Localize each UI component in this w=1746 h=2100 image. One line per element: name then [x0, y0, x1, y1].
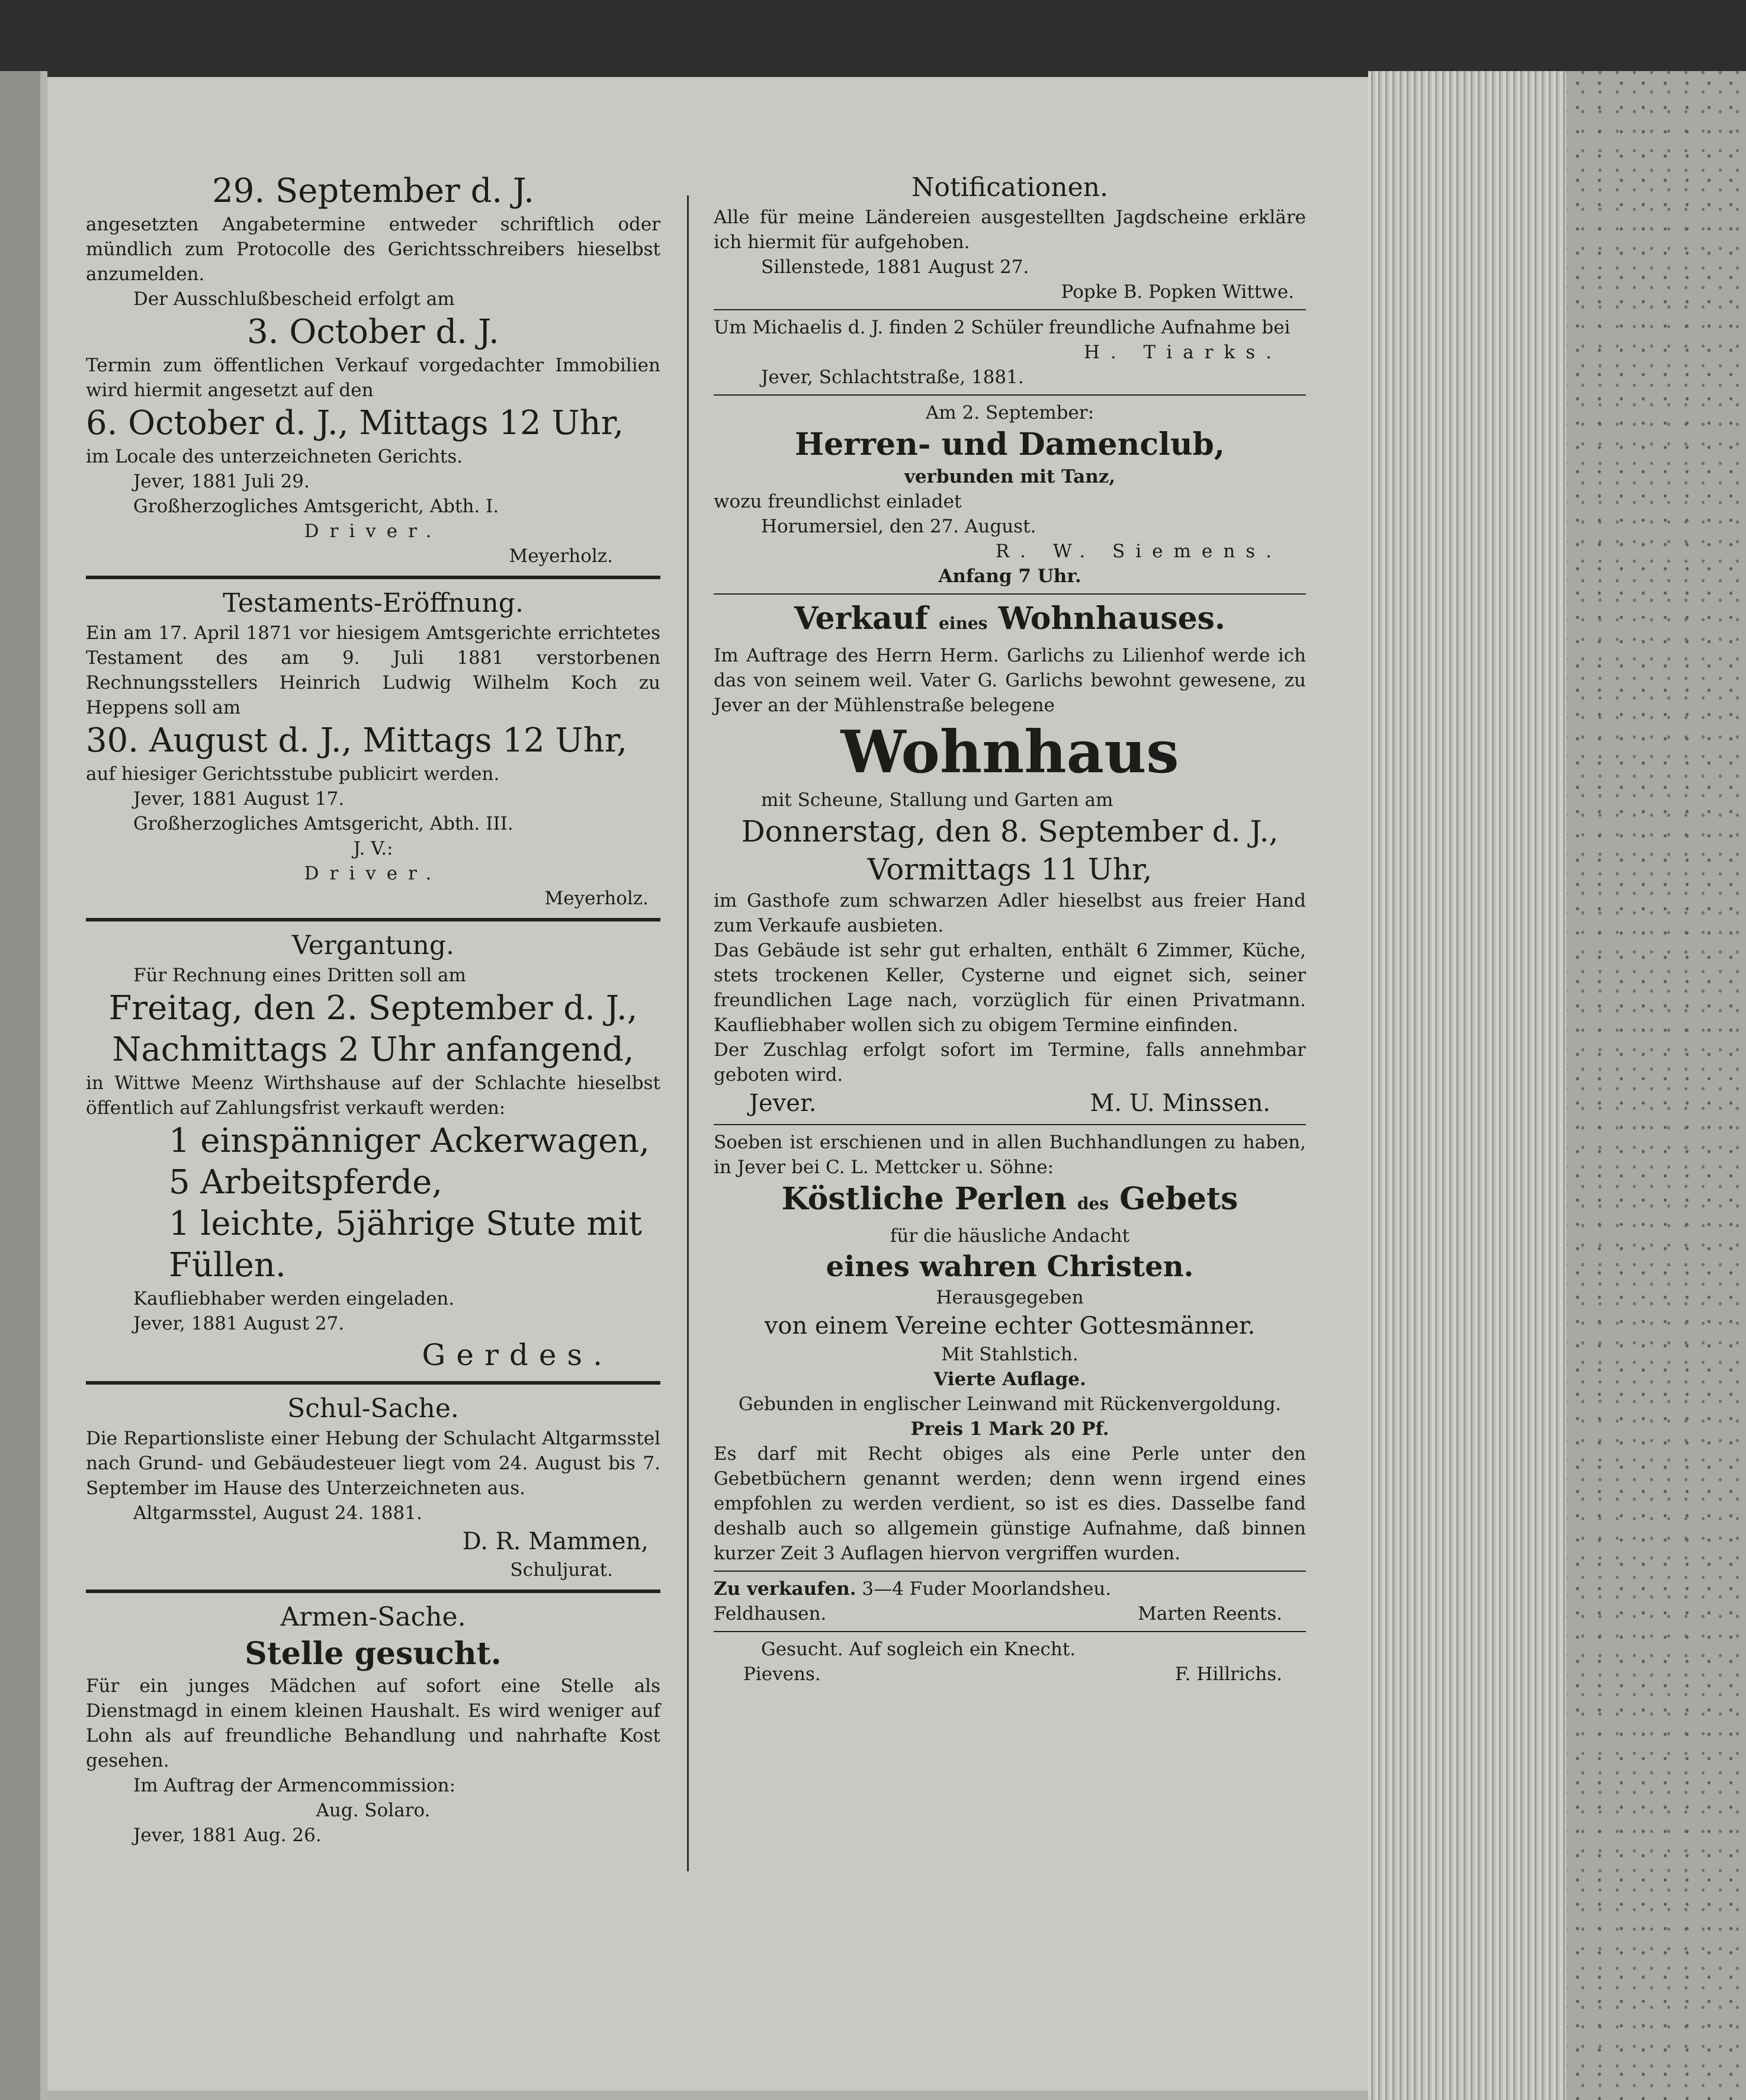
- notice-time: Vormittags 11 Uhr,: [867, 852, 1153, 887]
- section-title: Notificationen.: [911, 172, 1108, 203]
- notice-sign: M. U. Minssen.: [1090, 1090, 1270, 1117]
- notice-line: Für Rechnung eines Dritten soll am: [133, 965, 466, 986]
- section-title: Schul-Sache.: [287, 1393, 459, 1424]
- notice-date: Am 2. September:: [925, 402, 1095, 423]
- notice-clerk: Meyerholz.: [544, 888, 649, 909]
- sale-item: 1 einspänniger Ackerwagen,: [169, 1122, 650, 1160]
- notice-sub: verbunden mit Tanz,: [904, 466, 1116, 487]
- notice-auction-court: [86, 171, 660, 569]
- notice-body: Es darf mit Recht obiges als eine Perle unter den Gebetbüchern genannt werden; denn wenn irgend eines empfohlen zu werden verdient, so ist es dies. Dasselbe fand deshalb auch so allgemein günstige Aufnahme, daß binnen kurzer Zeit 3 Auflagen hiervon vergriffen wurden.: [714, 1443, 1306, 1564]
- book-subtitle: Herausgegeben: [936, 1287, 1084, 1308]
- notice-line: [714, 1576, 1306, 1601]
- notice-judge: Driver.: [304, 863, 442, 884]
- notice-court: Großherzogliches Amtsgericht, Abth. I.: [133, 496, 499, 517]
- notice-verkauf: [714, 599, 1306, 1119]
- book-binding: Gebunden in englischer Leinwand mit Rückenvergoldung.: [738, 1393, 1282, 1415]
- notice-dateline: Horumersiel, den 27. August.: [761, 516, 1036, 537]
- notice-club: [714, 400, 1306, 589]
- right-column: [714, 171, 1306, 1687]
- book-subtitle: für die häusliche Andacht: [890, 1225, 1130, 1247]
- notice-sale: [714, 1576, 1306, 1626]
- notice-clerk: Meyerholz.: [509, 545, 613, 567]
- notice-date: 30. August d. J., Mittags 12 Uhr,: [86, 721, 628, 760]
- headline-part: Köstliche Perlen: [781, 1181, 1067, 1217]
- notice-sign: R. W. Siemens.: [995, 541, 1282, 562]
- notice-label: Zu verkaufen.: [714, 1578, 856, 1600]
- notice-wanted: [714, 1637, 1306, 1687]
- notice-time: Nachmittags 2 Uhr anfangend,: [112, 1030, 634, 1069]
- section-title: Vergantung.: [291, 930, 455, 961]
- notice-notificationen: [714, 171, 1306, 304]
- notice-signoff: [714, 1601, 1306, 1626]
- headline-part: eines: [939, 614, 988, 633]
- notice-item: Auf sogleich ein Knecht.: [849, 1639, 1076, 1660]
- book-subtitle: Vierte Auflage.: [933, 1369, 1086, 1390]
- section-rule: [714, 1571, 1306, 1572]
- notice-body: Der Zuschlag erfolgt sofort im Termine, falls annehmbar geboten wird.: [714, 1039, 1306, 1086]
- headline-part: Verkauf: [794, 601, 928, 637]
- notice-body: in Wittwe Meenz Wirthshause auf der Schlachte hieselbst öffentlich auf Zahlungsfrist verkauft werden:: [86, 1073, 660, 1119]
- notice-headline: [714, 599, 1306, 643]
- section-rule: [86, 918, 660, 921]
- book-page-edges: [1368, 71, 1567, 2100]
- column-divider: [687, 195, 689, 1871]
- notice-testament: [86, 586, 660, 911]
- notice-body: angesetzten Angabetermine entweder schriftlich oder mündlich zum Protocolle des Gerichtsschreibers hieselbst anzumelden.: [86, 214, 660, 285]
- section-rule: [86, 1381, 660, 1385]
- notice-headline: Herren- und Damenclub,: [794, 426, 1225, 463]
- previous-page-edge: [0, 71, 47, 2100]
- section-rule: [714, 309, 1306, 310]
- notice-place: Jever, Schlachtstraße, 1881.: [761, 367, 1024, 388]
- notice-line: mit Scheune, Stallung und Garten am: [761, 789, 1113, 811]
- notice-line: [714, 1637, 1306, 1662]
- notice-invite: Kaufliebhaber werden eingeladen.: [133, 1288, 455, 1309]
- notice-court: Großherzogliches Amtsgericht, Abth. III.: [133, 813, 513, 834]
- notice-body: Um Michaelis d. J. finden 2 Schüler freundliche Aufnahme bei: [714, 317, 1291, 338]
- section-rule: [714, 1631, 1306, 1632]
- notice-sign: H. Tiarks.: [1083, 342, 1282, 363]
- notice-headline: [714, 1180, 1306, 1224]
- notice-place: Pievens.: [743, 1664, 821, 1685]
- section-rule: [714, 394, 1306, 396]
- notice-sign: D. R. Mammen,: [462, 1528, 649, 1555]
- notice-dateline: Sillenstede, 1881 August 27.: [761, 256, 1029, 278]
- notice-sign: Aug. Solaro.: [316, 1800, 431, 1821]
- notice-schul: [86, 1392, 660, 1582]
- sale-item: 1 leichte, 5jährige Stute mit: [169, 1205, 642, 1243]
- section-title: Armen-Sache.: [280, 1602, 466, 1632]
- notice-item: 3—4 Fuder Moorlandsheu.: [862, 1578, 1112, 1600]
- notice-place: auf hiesiger Gerichtsstube publicirt werden.: [86, 763, 500, 785]
- notice-line: Im Auftrag der Armencommission:: [133, 1775, 456, 1796]
- notice-place: Feldhausen.: [714, 1603, 827, 1624]
- notice-sign: Popke B. Popken Wittwe.: [1061, 281, 1294, 303]
- page-bottom-edge: [47, 2091, 1368, 2100]
- notice-sign: Marten Reents.: [1138, 1603, 1282, 1624]
- notice-body: Das Gebäude ist sehr gut erhalten, enthält 6 Zimmer, Küche, stets trockenen Keller, Cysterne und eignet sich, seiner freundlichen Lage nach, vorzüglich für einen Privatmann. Kaufliebhaber wollen sich zu obigem Termine einfinden.: [714, 940, 1306, 1036]
- notice-vergantung: [86, 929, 660, 1374]
- notice-line: Der Ausschlußbescheid erfolgt am: [133, 288, 455, 310]
- headline-part: Wohnhauses.: [998, 601, 1226, 637]
- sale-item: 5 Arbeitspferde,: [169, 1163, 443, 1202]
- book-cover-board: [1567, 71, 1746, 2100]
- section-rule: [714, 593, 1306, 595]
- notice-place: im Locale des unterzeichneten Gerichts.: [86, 446, 463, 467]
- section-rule: [86, 1590, 660, 1593]
- notice-label: Gesucht.: [761, 1639, 843, 1660]
- notice-body: Termin zum öffentlichen Verkauf vorgedachter Immobilien wird hiermit angesetzt auf den: [86, 355, 660, 401]
- notice-date: Donnerstag, den 8. September d. J.,: [741, 814, 1279, 849]
- book-price: Preis 1 Mark 20 Pf.: [910, 1418, 1109, 1440]
- book-subtitle: Mit Stahlstich.: [941, 1344, 1079, 1365]
- notice-dateline: Jever, 1881 Aug. 26.: [133, 1825, 322, 1846]
- notice-dateline: Altgarmsstel, August 24. 1881.: [133, 1502, 422, 1524]
- notice-role: Schuljurat.: [510, 1559, 613, 1581]
- notice-book: [714, 1130, 1306, 1566]
- sale-item: Füllen.: [169, 1246, 286, 1285]
- book-subtitle: von einem Vereine echter Gottesmänner.: [764, 1312, 1256, 1340]
- notice-dateline: Jever, 1881 August 17.: [133, 788, 345, 810]
- notice-dateline: Jever, 1881 August 27.: [133, 1313, 345, 1334]
- notice-body: im Gasthofe zum schwarzen Adler hieselbst aus freier Hand zum Verkaufe ausbieten.: [714, 890, 1306, 936]
- notice-dateline: Jever, 1881 Juli 29.: [133, 471, 310, 492]
- notice-body: Für ein junges Mädchen auf sofort eine Stelle als Dienstmagd in einem kleinen Haushalt. Es wird weniger auf Lohn als auf freundliche Behandlung und nahrhafte Kost gesehen.: [86, 1675, 660, 1771]
- notice-body: Alle für meine Ländereien ausgestellten Jagdscheine erkläre ich hiermit für aufgehoben.: [714, 207, 1306, 253]
- notice-date: Freitag, den 2. September d. J.,: [108, 989, 638, 1027]
- notice-start: Anfang 7 Uhr.: [938, 566, 1081, 587]
- headline-part: des: [1077, 1194, 1109, 1213]
- notice-date: 6. October d. J., Mittags 12 Uhr,: [86, 404, 624, 442]
- notice-signoff: [714, 1662, 1306, 1687]
- notice-body: Ein am 17. April 1871 vor hiesigem Amtsgerichte errichtetes Testament des am 9. Juli 1881 verstorbenen Rechnungsstellers Heinrich Ludwig Wilhelm Koch zu Heppens soll am: [86, 622, 660, 718]
- notice-body: Soeben ist erschienen und in allen Buchhandlungen zu haben, in Jever bei C. L. Mettcker u. Söhne:: [714, 1132, 1306, 1178]
- notice-judge: Driver.: [304, 521, 442, 542]
- notice-body: Die Repartionsliste einer Hebung der Schulacht Altgarmsstel nach Grund- und Gebäudesteuer liegt vom 24. August bis 7. September im Hause des Unterzeichneten aus.: [86, 1428, 660, 1499]
- notice-sign: Gerdes.: [422, 1338, 613, 1372]
- notice-date: 29. September d. J.: [212, 172, 534, 210]
- notice-signoff: [714, 1087, 1306, 1119]
- section-rule: [86, 576, 660, 579]
- notice-sign: F. Hillrichs.: [1175, 1664, 1282, 1685]
- book-subtitle: eines wahren Christen.: [826, 1250, 1194, 1283]
- notice-iv: J. V.:: [353, 838, 393, 859]
- section-title: Testaments-Eröffnung.: [223, 588, 524, 618]
- left-column: [86, 171, 660, 1848]
- notice-headline: Stelle gesucht.: [245, 1636, 502, 1672]
- notice-invite: wozu freundlichst einladet: [714, 491, 962, 512]
- notice-big-word: Wohnhaus: [840, 718, 1179, 786]
- notice-body: Im Auftrage des Herrn Herm. Garlichs zu Lilienhof werde ich das von seinem weil. Vater G. Garlichs bewohnt gewesene, zu Jever an der Mühlenstraße belegene: [714, 645, 1306, 716]
- section-rule: [714, 1124, 1306, 1125]
- notice-place: Jever.: [749, 1090, 817, 1117]
- notice-michaelis: [714, 315, 1306, 390]
- headline-part: Gebets: [1119, 1181, 1238, 1217]
- notice-date: 3. October d. J.: [247, 313, 499, 351]
- notice-armen: [86, 1600, 660, 1848]
